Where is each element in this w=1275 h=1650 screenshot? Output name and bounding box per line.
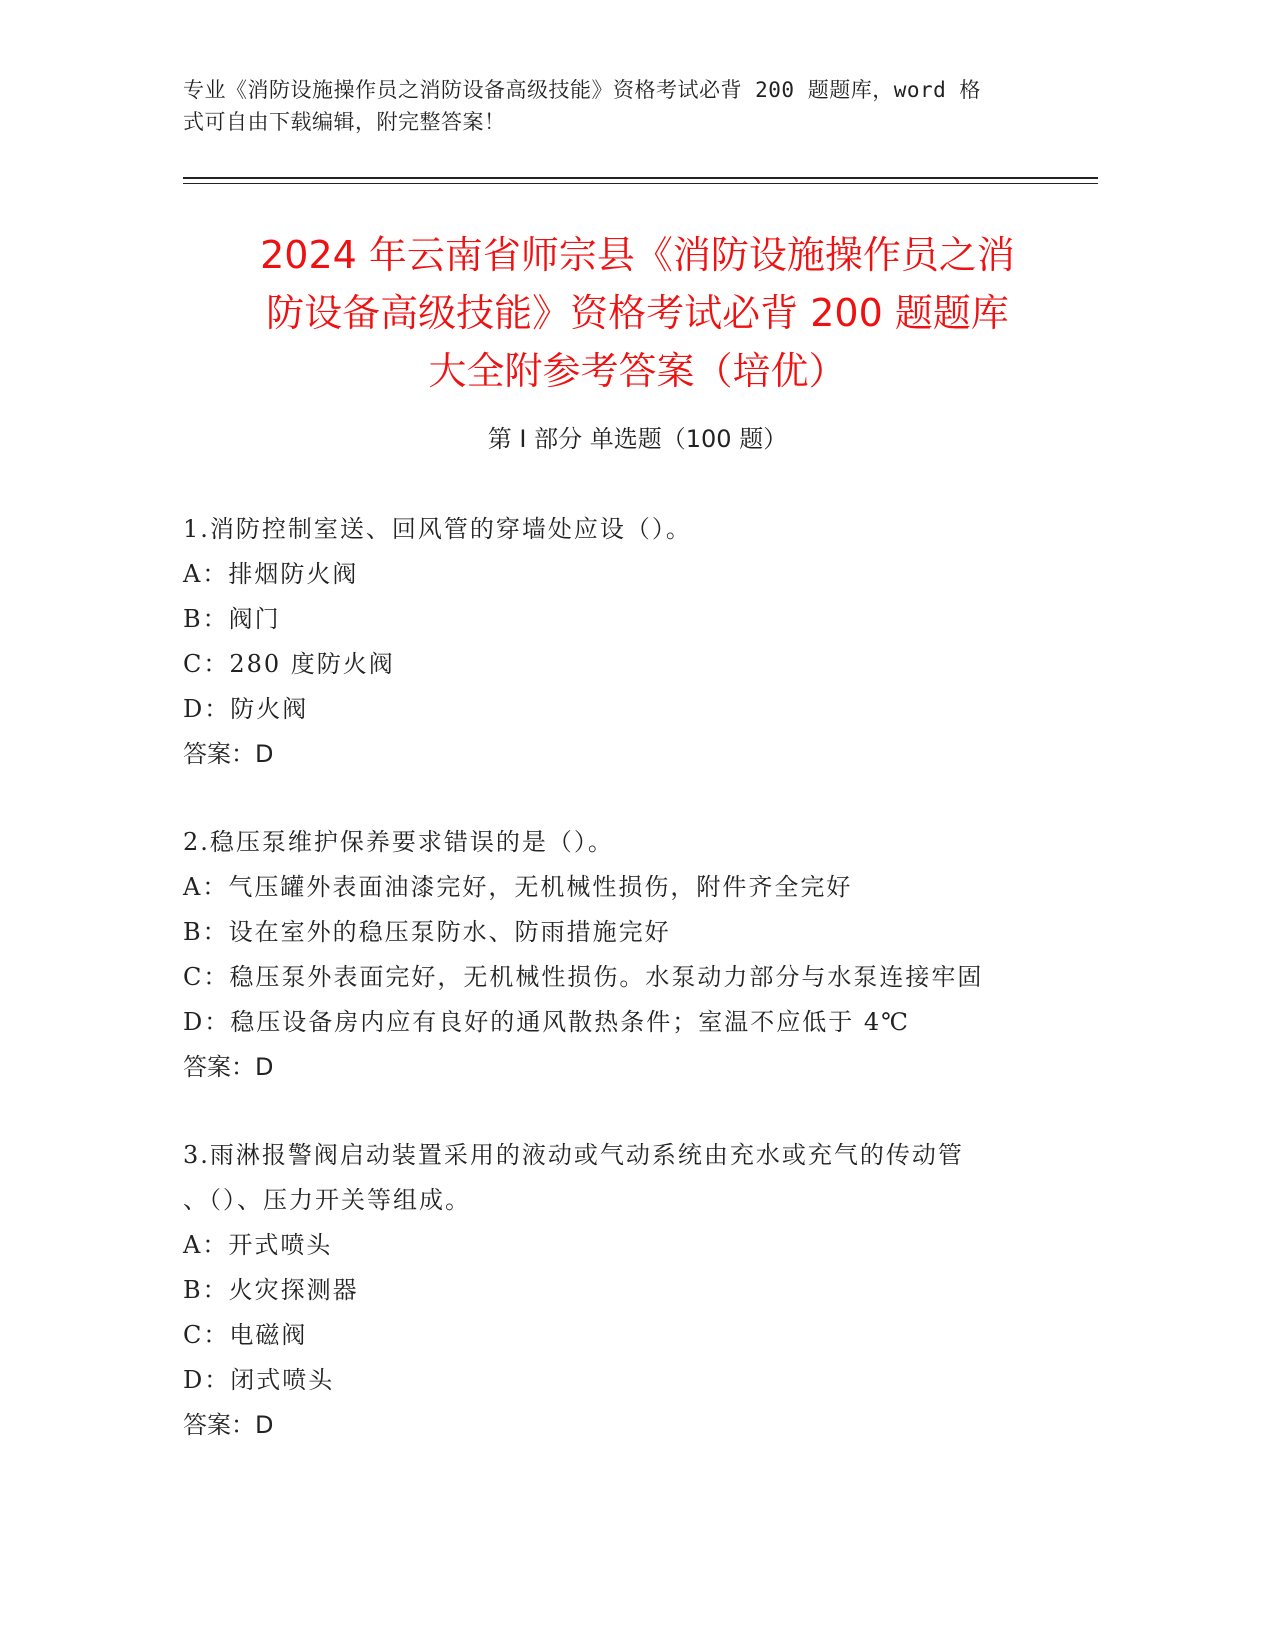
answer-text: 答案：D bbox=[183, 740, 274, 768]
document-title-line-1: 2024 年云南省师宗县《消防设施操作员之消 bbox=[260, 233, 1015, 277]
header-note-line-1: 专业《消防设施操作员之消防设备高级技能》资格考试必背 200 题题库，word 格 bbox=[183, 78, 981, 102]
header-note-line-2: 式可自由下载编辑，附完整答案！ bbox=[183, 110, 506, 134]
option-b: B：设在室外的稳压泵防水、防雨措施完好 bbox=[183, 918, 671, 946]
header-divider-thick bbox=[183, 177, 1098, 179]
option-a: A：气压罐外表面油漆完好，无机械性损伤，附件齐全完好 bbox=[183, 873, 853, 901]
question-stem: 2.稳压泵维护保养要求错误的是（）。 bbox=[183, 828, 614, 856]
question-3 bbox=[183, 1133, 1083, 1448]
document-title bbox=[150, 226, 1125, 400]
question-2 bbox=[183, 820, 1083, 1090]
option-c: C：280 度防火阀 bbox=[183, 650, 395, 678]
question-1 bbox=[183, 507, 1083, 777]
option-c: C：电磁阀 bbox=[183, 1321, 308, 1349]
option-c: C：稳压泵外表面完好，无机械性损伤。水泵动力部分与水泵连接牢固 bbox=[183, 963, 984, 991]
header-divider-thin bbox=[183, 183, 1098, 184]
option-a: A：排烟防火阀 bbox=[183, 560, 359, 588]
option-b: B：阀门 bbox=[183, 605, 281, 633]
document-title-line-2: 防设备高级技能》资格考试必背 200 题题库 bbox=[266, 291, 1009, 335]
question-list bbox=[183, 507, 1083, 1491]
document-title-line-3: 大全附参考答案（培优） bbox=[428, 349, 847, 393]
header-note bbox=[183, 74, 1073, 138]
section-heading: 第 I 部分 单选题（100 题） bbox=[487, 425, 788, 453]
option-d: D：稳压设备房内应有良好的通风散热条件；室温不应低于 4℃ bbox=[183, 1008, 910, 1036]
option-d: D：防火阀 bbox=[183, 695, 309, 723]
question-stem: 3.雨淋报警阀启动装置采用的液动或气动系统由充水或充气的传动管 bbox=[183, 1141, 964, 1169]
question-stem: 1.消防控制室送、回风管的穿墙处应设（）。 bbox=[183, 515, 692, 543]
option-d: D：闭式喷头 bbox=[183, 1366, 335, 1394]
option-a: A：开式喷头 bbox=[183, 1231, 333, 1259]
answer-text: 答案：D bbox=[183, 1053, 274, 1081]
option-b: B：火灾探测器 bbox=[183, 1276, 359, 1304]
answer-text: 答案：D bbox=[183, 1411, 274, 1439]
question-stem-continued: 、（）、压力开关等组成。 bbox=[183, 1186, 471, 1214]
